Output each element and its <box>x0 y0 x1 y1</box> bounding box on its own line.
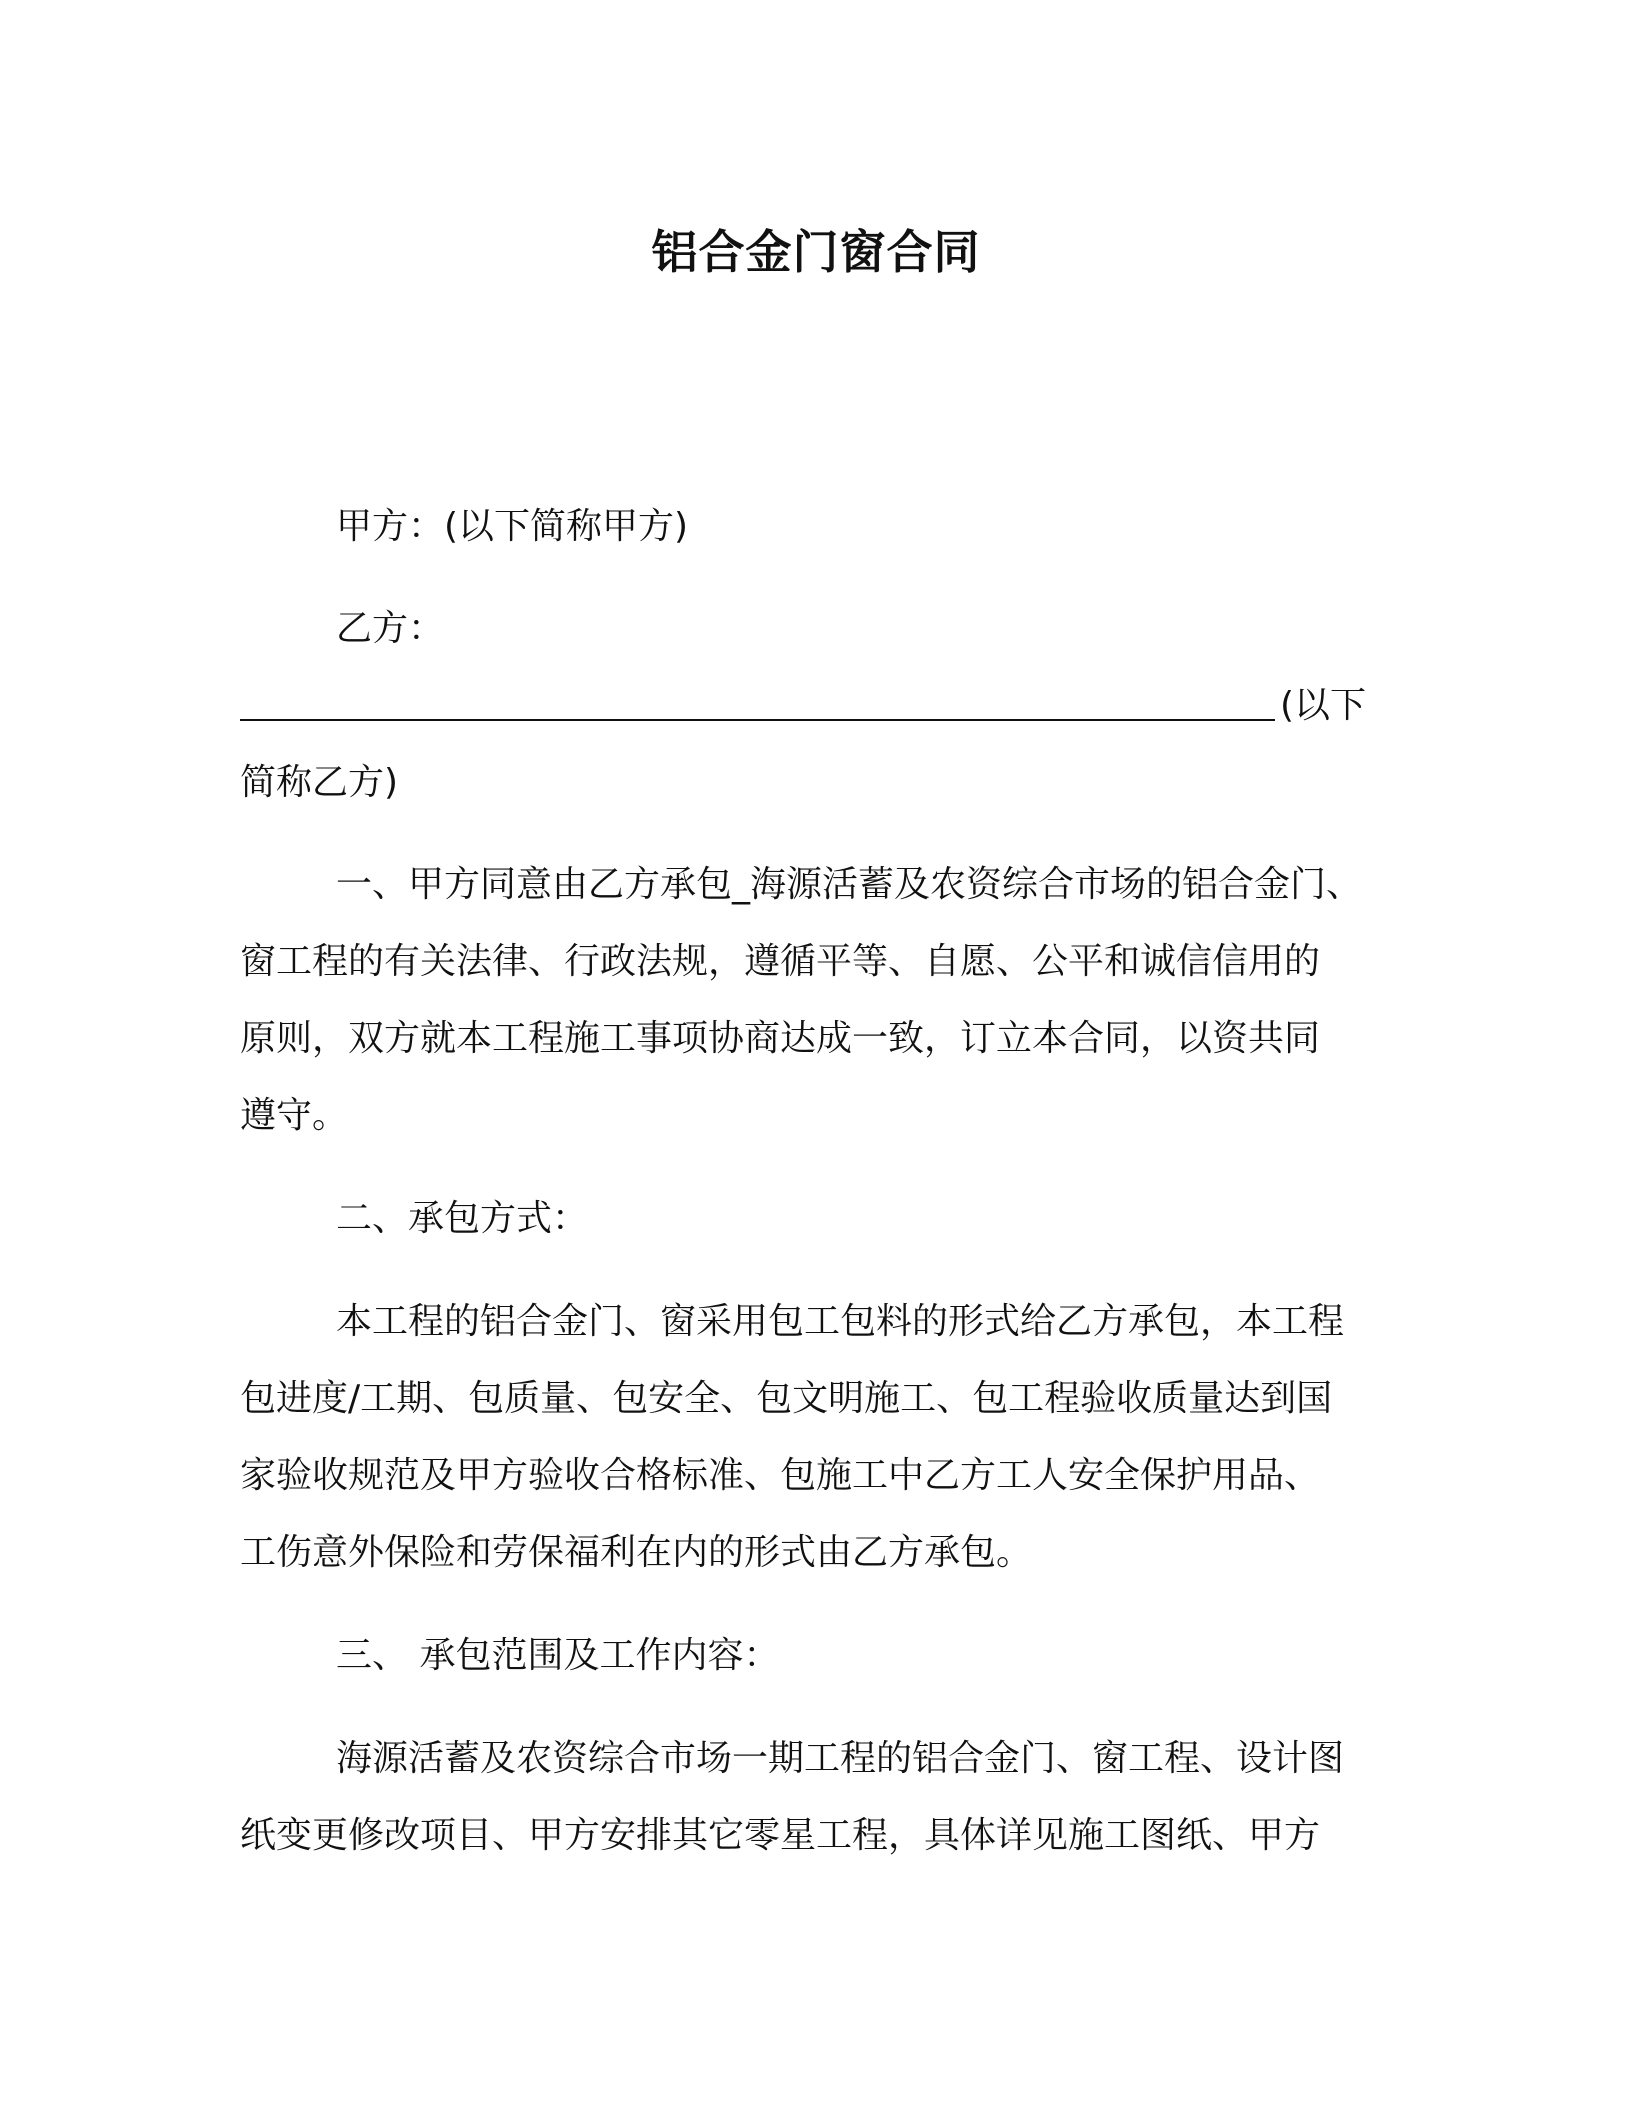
section-2-paragraph <box>240 1283 1390 1591</box>
section-2-line: 家验收规范及甲方验收合格标准、包施工中乙方工人安全保护用品、 <box>240 1455 1321 1496</box>
section-3-line: 纸变更修改项目、甲方安排其它零星工程，具体详见施工图纸、甲方 <box>240 1815 1321 1856</box>
party-b-tail: (以下 <box>1280 685 1367 726</box>
party-b-name-blank <box>240 719 1275 721</box>
party-b-blank-row <box>240 667 1390 744</box>
party-b-block <box>240 590 1390 821</box>
section-3-paragraph <box>240 1720 1390 1874</box>
document-title: 铝合金门窗合同 <box>651 225 981 279</box>
section-3-heading <box>240 1617 1390 1694</box>
section-2-line: 工伤意外保险和劳保福利在内的形式由乙方承包。 <box>240 1532 1033 1573</box>
section-1-line: 窗工程的有关法律、行政法规，遵循平等、自愿、公平和诚信信用的 <box>240 941 1321 982</box>
section-1-line: 一、甲方同意由乙方承包_海源活蓄及农资综合市场的铝合金门、 <box>336 864 1363 905</box>
section-3-line: 海源活蓄及农资综合市场一期工程的铝合金门、窗工程、设计图 <box>336 1738 1345 1779</box>
section-2-heading <box>240 1180 1390 1257</box>
section-1-paragraph <box>240 846 1390 1154</box>
section-2-line: 本工程的铝合金门、窗采用包工包料的形式给乙方承包，本工程 <box>336 1301 1345 1342</box>
party-a-text: 甲方：(以下简称甲方) <box>336 506 689 547</box>
section-2-heading-text: 二、承包方式： <box>336 1198 589 1239</box>
section-2-line: 包进度/工期、包质量、包安全、包文明施工、包工程验收质量达到国 <box>240 1378 1333 1419</box>
party-a-line <box>240 488 1390 565</box>
section-3-heading-text: 三、 承包范围及工作内容： <box>336 1635 780 1676</box>
section-1-line: 遵守。 <box>240 1095 349 1136</box>
section-1-line: 原则，双方就本工程施工事项协商达成一致，订立本合同，以资共同 <box>240 1018 1321 1059</box>
party-b-abbrev: 简称乙方) <box>240 762 399 803</box>
party-b-label: 乙方： <box>336 608 445 649</box>
